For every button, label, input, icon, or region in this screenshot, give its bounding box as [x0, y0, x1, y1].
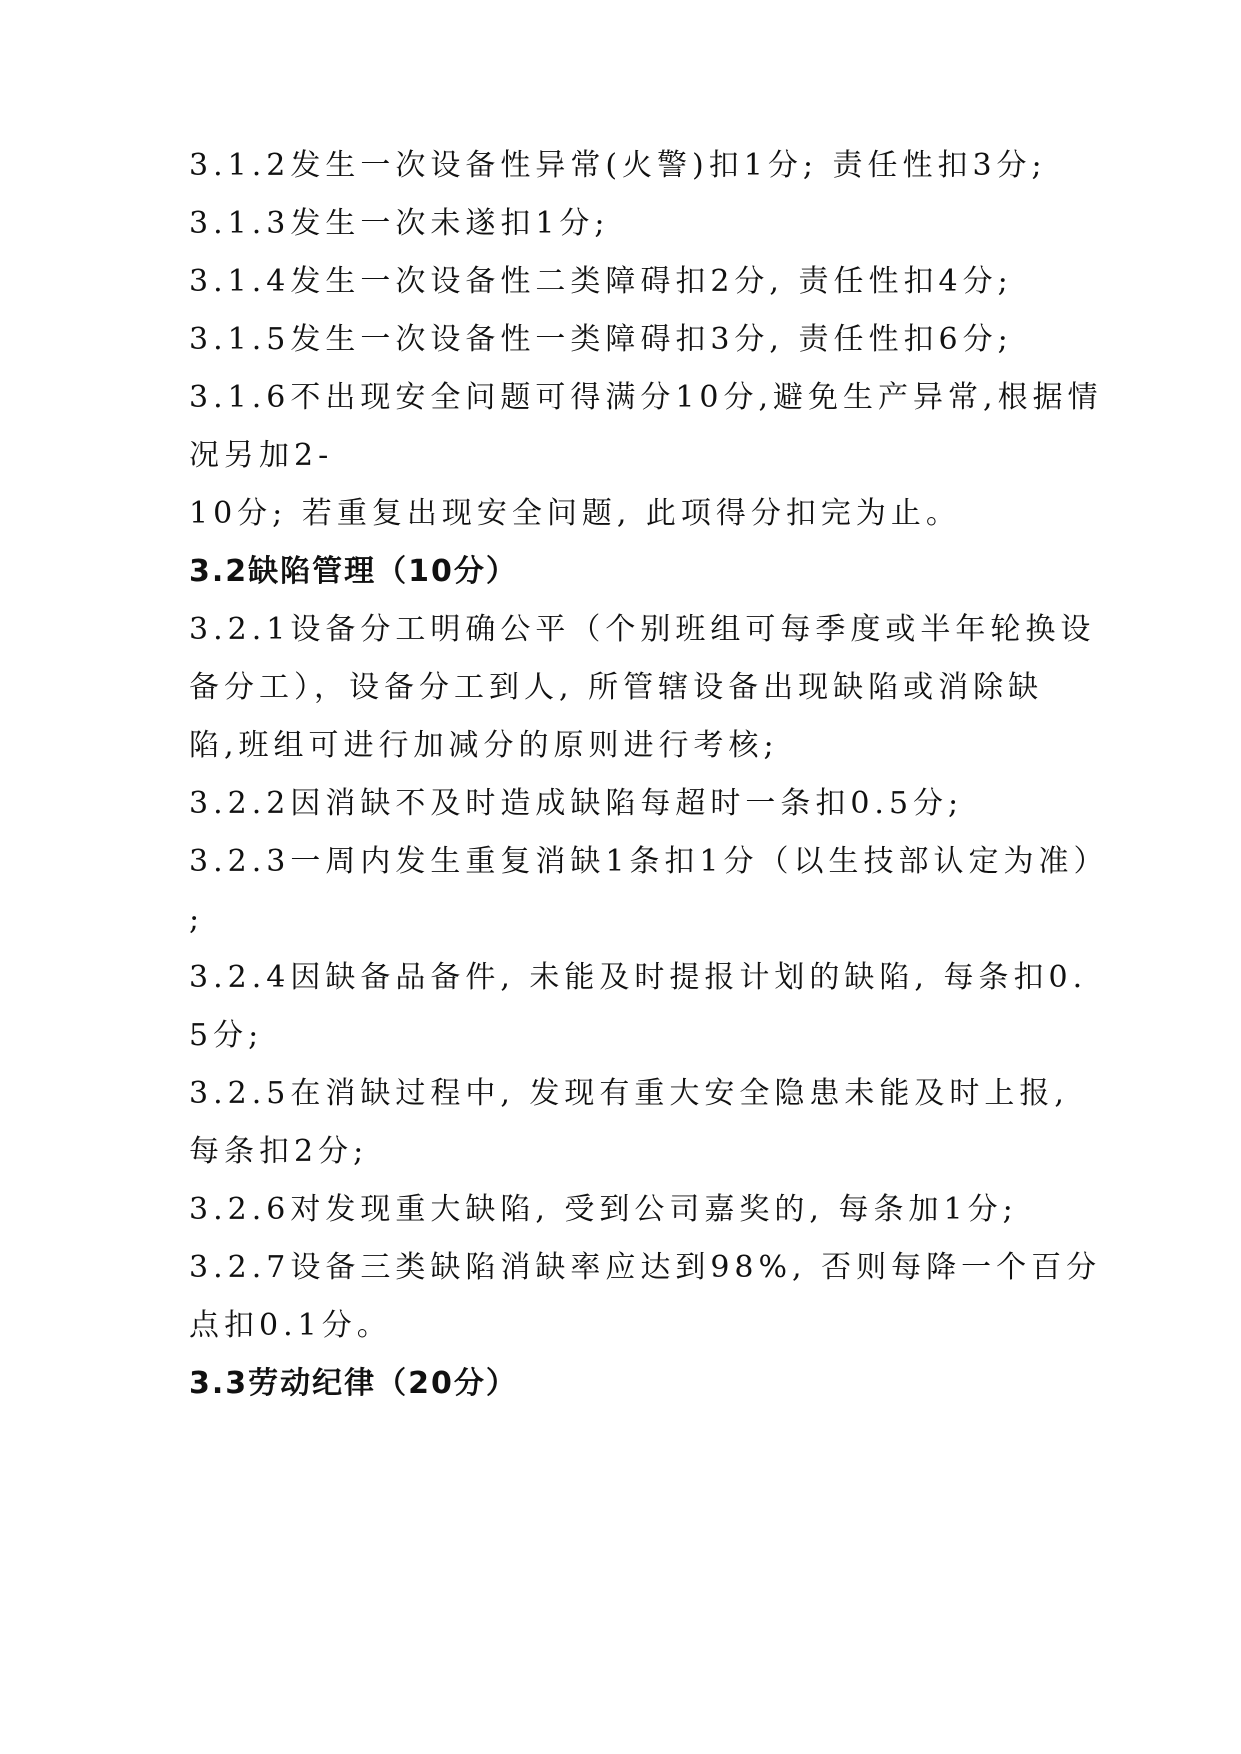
- text-line-3-2-1-end: 陷,班组可进行加减分的原则进行考核;: [189, 728, 779, 763]
- text-line-3-2-7-end: 点扣0.1分。: [189, 1308, 392, 1343]
- text-line-3-2-6: 3.2.6对发现重大缺陷, 受到公司嘉奖的, 每条加1分;: [189, 1192, 1018, 1227]
- section-heading-3-2: 3.2缺陷管理（10分）: [189, 554, 518, 589]
- text-line-3-2-7: 3.2.7设备三类缺陷消缺率应达到98%, 否则每降一个百分: [189, 1250, 1102, 1285]
- text-line-3-2-1: 3.2.1设备分工明确公平（个别班组可每季度或半年轮换设: [189, 612, 1096, 647]
- text-line-3-1-2: 3.1.2发生一次设备性异常(火警)扣1分; 责任性扣3分;: [189, 148, 1047, 183]
- text-line-3-1-5: 3.1.5发生一次设备性一类障碍扣3分, 责任性扣6分;: [189, 322, 1013, 357]
- text-line-3-2-3-end: ;: [189, 902, 205, 937]
- text-line-3-1-3: 3.1.3发生一次未遂扣1分;: [189, 206, 610, 241]
- section-heading-3-3: 3.3劳动纪律（20分）: [189, 1366, 518, 1401]
- text-line-3-2-3: 3.2.3一周内发生重复消缺1条扣1分（以生技部认定为准）: [189, 844, 1109, 879]
- text-line-3-2-5: 3.2.5在消缺过程中, 发现有重大安全隐患未能及时上报,: [189, 1076, 1069, 1111]
- text-line-3-2-2: 3.2.2因消缺不及时造成缺陷每超时一条扣0.5分;: [189, 786, 964, 821]
- text-line-3-1-6: 3.1.6不出现安全问题可得满分10分,避免生产异常,根据情: [189, 380, 1103, 415]
- text-line-3-1-6-cont: 况另加2-: [189, 438, 334, 473]
- text-line-3-2-4-end: 5分;: [189, 1018, 264, 1053]
- text-line-3-2-1-cont: 备分工），设备分工到人, 所管辖设备出现缺陷或消除缺: [189, 670, 1044, 705]
- text-line-3-2-5-end: 每条扣2分;: [189, 1134, 369, 1169]
- text-line-3-1-4: 3.1.4发生一次设备性二类障碍扣2分, 责任性扣4分;: [189, 264, 1013, 299]
- text-line-3-1-6-end: 10分; 若重复出现安全问题, 此项得分扣完为止。: [189, 496, 961, 531]
- text-line-3-2-4: 3.2.4因缺备品备件, 未能及时提报计划的缺陷, 每条扣0.: [189, 960, 1088, 995]
